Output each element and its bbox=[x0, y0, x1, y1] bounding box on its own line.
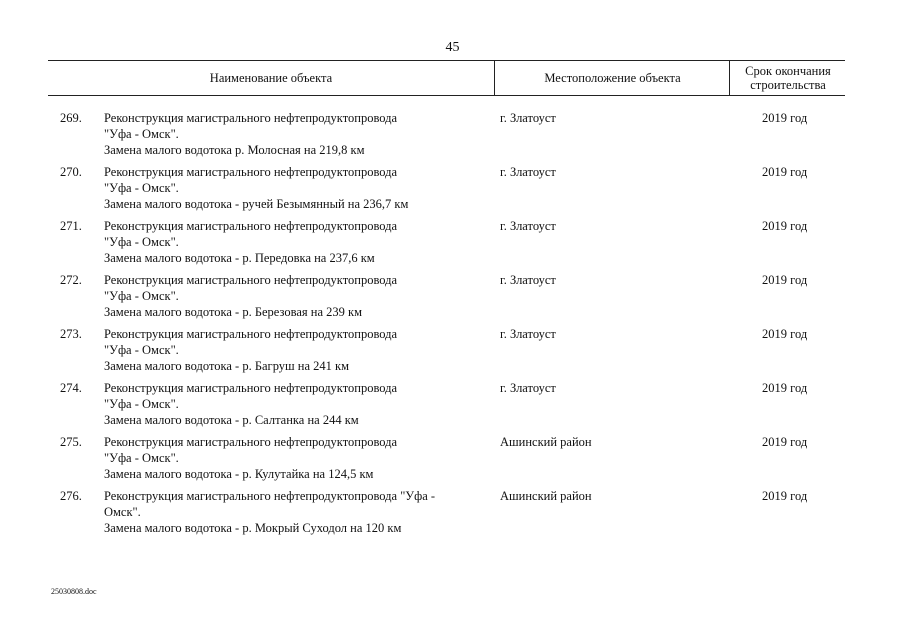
object-name-line: "Уфа - Омск". bbox=[104, 181, 179, 195]
table-header bbox=[48, 60, 845, 96]
header-completion-deadline bbox=[729, 61, 846, 95]
object-name-line: Замена малого водотока р. Молосная на 219,8 км bbox=[104, 143, 365, 157]
object-name-line: Реконструкция магистрального нефтепродуктопровода bbox=[104, 435, 398, 449]
completion-deadline: 2019 год bbox=[762, 489, 808, 503]
object-name-line: Реконструкция магистрального нефтепродуктопровода "Уфа - bbox=[104, 489, 436, 503]
table-row bbox=[0, 380, 905, 434]
object-name bbox=[104, 434, 484, 482]
object-location: Ашинский район bbox=[500, 489, 592, 503]
row-number: 270. bbox=[60, 165, 82, 179]
completion-deadline: 2019 год bbox=[762, 381, 808, 395]
object-name-line: "Уфа - Омск". bbox=[104, 127, 179, 141]
table-row bbox=[0, 110, 905, 164]
table-body bbox=[0, 110, 905, 542]
object-location: г. Златоуст bbox=[500, 165, 556, 179]
object-name bbox=[104, 380, 484, 428]
completion-deadline: 2019 год bbox=[762, 219, 808, 233]
header-object-name: Наименование объекта bbox=[209, 71, 333, 85]
object-name-line: Реконструкция магистрального нефтепродуктопровода bbox=[104, 381, 398, 395]
completion-deadline: 2019 год bbox=[762, 165, 808, 179]
object-name bbox=[104, 164, 484, 212]
object-location: г. Златоуст bbox=[500, 381, 556, 395]
object-name-line: "Уфа - Омск". bbox=[104, 235, 179, 249]
row-number: 271. bbox=[60, 219, 82, 233]
row-number: 276. bbox=[60, 489, 82, 503]
object-name-line: Замена малого водотока - р. Березовая на 239 км bbox=[104, 305, 363, 319]
object-name bbox=[104, 218, 484, 266]
completion-deadline: 2019 год bbox=[762, 273, 808, 287]
table-row bbox=[0, 488, 905, 542]
object-name bbox=[104, 110, 484, 158]
object-name-line: Замена малого водотока - ручей Безымянный на 236,7 км bbox=[104, 197, 409, 211]
object-name bbox=[104, 326, 484, 374]
object-name bbox=[104, 272, 484, 320]
object-location: Ашинский район bbox=[500, 435, 592, 449]
object-name-line: "Уфа - Омск". bbox=[104, 343, 179, 357]
page-number: 45 bbox=[445, 40, 460, 55]
row-number: 273. bbox=[60, 327, 82, 341]
object-name-line: Реконструкция магистрального нефтепродуктопровода bbox=[104, 273, 398, 287]
object-name-line: Замена малого водотока - р. Передовка на 237,6 км bbox=[104, 251, 375, 265]
table-row bbox=[0, 326, 905, 380]
row-number: 274. bbox=[60, 381, 82, 395]
object-name-line: Реконструкция магистрального нефтепродуктопровода bbox=[104, 219, 398, 233]
header-deadline-line1: Срок окончания bbox=[745, 64, 831, 78]
completion-deadline: 2019 год bbox=[762, 327, 808, 341]
header-object-location: Местоположение объекта bbox=[494, 61, 730, 95]
object-location: г. Златоуст bbox=[500, 219, 556, 233]
object-name-line: Реконструкция магистрального нефтепродуктопровода bbox=[104, 165, 398, 179]
object-name-line: Реконструкция магистрального нефтепродуктопровода bbox=[104, 111, 398, 125]
table-row bbox=[0, 434, 905, 488]
object-name-line: Реконструкция магистрального нефтепродуктопровода bbox=[104, 327, 398, 341]
footer-filename: 25030808.doc bbox=[51, 587, 97, 596]
table-row bbox=[0, 218, 905, 272]
object-name-line: "Уфа - Омск". bbox=[104, 451, 179, 465]
object-name-line: Замена малого водотока - р. Багруш на 241 км bbox=[104, 359, 349, 373]
object-location: г. Златоуст bbox=[500, 273, 556, 287]
row-number: 272. bbox=[60, 273, 82, 287]
completion-deadline: 2019 год bbox=[762, 111, 808, 125]
row-number: 275. bbox=[60, 435, 82, 449]
completion-deadline: 2019 год bbox=[762, 435, 808, 449]
row-number: 269. bbox=[60, 111, 82, 125]
object-name-line: "Уфа - Омск". bbox=[104, 397, 179, 411]
object-name-line: "Уфа - Омск". bbox=[104, 289, 179, 303]
object-location: г. Златоуст bbox=[500, 111, 556, 125]
table-row bbox=[0, 272, 905, 326]
object-name-line: Омск". bbox=[104, 505, 141, 519]
table-row bbox=[0, 164, 905, 218]
object-location: г. Златоуст bbox=[500, 327, 556, 341]
object-name bbox=[104, 488, 484, 536]
object-name-line: Замена малого водотока - р. Салтанка на 244 км bbox=[104, 413, 359, 427]
object-name-line: Замена малого водотока - р. Мокрый Суходол на 120 км bbox=[104, 521, 402, 535]
header-deadline-line2: строительства bbox=[750, 78, 826, 92]
object-name-line: Замена малого водотока - р. Кулутайка на 124,5 км bbox=[104, 467, 374, 481]
